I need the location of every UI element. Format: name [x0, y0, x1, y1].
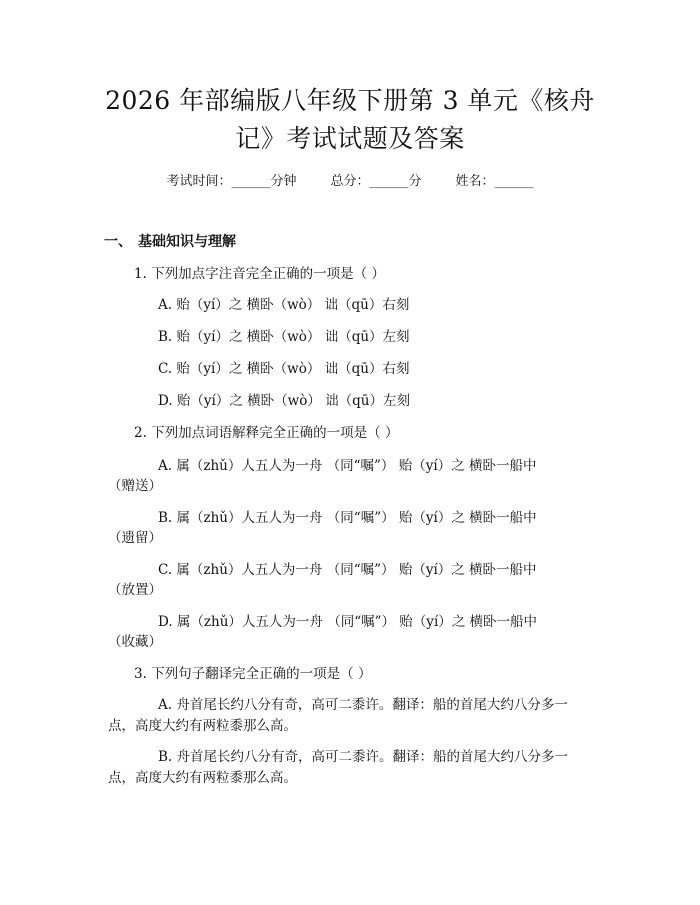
- question-2-option-c: C. 属（zhǔ）人五人为一舟 （同“嘱”） 贻（yí）之 横卧一船中: [158, 562, 537, 578]
- question-2-option-d: D. 属（zhǔ）人五人为一舟 （同“嘱”） 贻（yí）之 横卧一船中: [158, 614, 538, 630]
- section-title: 基础知识与理解: [138, 234, 236, 250]
- document-title: [80, 82, 620, 158]
- question-3-option-a-cont: 点，高度大约有两粒黍那么高。: [108, 718, 297, 734]
- title-line-1: 2026 年部编版八年级下册第 3 单元《核舟: [105, 86, 595, 115]
- question-1-option-c: C. 贻（yí）之 横卧（wò） 诎（qū）右刻: [158, 361, 410, 377]
- question-3-option-b: B. 舟首尾长约八分有奇，高可二黍许。翻译：船的首尾大约八分多一: [158, 749, 569, 765]
- section-heading: [104, 231, 236, 251]
- question-3-option-a: A. 舟首尾长约八分有奇，高可二黍许。翻译：船的首尾大约八分多一: [158, 697, 568, 713]
- section-number: 一、: [104, 234, 132, 250]
- question-1-option-a: A. 贻（yí）之 横卧（wò） 诎（qū）右刻: [158, 297, 410, 313]
- question-3-option-b-cont: 点，高度大约有两粒黍那么高。: [108, 770, 297, 786]
- question-1-stem: 1. 下列加点字注音完全正确的一项是（ ）: [134, 266, 385, 282]
- exam-time-label: 考试时间：______分钟: [166, 174, 297, 189]
- total-score-label: 总分：______分: [330, 174, 422, 189]
- question-2-option-b-cont: （遗留）: [108, 530, 162, 546]
- question-2-stem: 2. 下列加点词语解释完全正确的一项是（ ）: [134, 425, 399, 441]
- question-2-option-a-cont: （赠送）: [108, 478, 162, 494]
- question-2-option-c-cont: （放置）: [108, 582, 162, 598]
- question-2-option-d-cont: （收藏）: [108, 634, 162, 650]
- exam-meta: [0, 170, 700, 189]
- title-line-2: 记》考试试题及答案: [235, 124, 465, 153]
- question-2-option-b: B. 属（zhǔ）人五人为一舟 （同“嘱”） 贻（yí）之 横卧一船中: [158, 510, 537, 526]
- question-1-option-b: B. 贻（yí）之 横卧（wò） 诎（qū）左刻: [158, 329, 410, 345]
- student-name-label: 姓名：______: [455, 174, 534, 189]
- question-2-option-a: A. 属（zhǔ）人五人为一舟 （同“嘱”） 贻（yí）之 横卧一船中: [158, 458, 537, 474]
- question-3-stem: 3. 下列句子翻译完全正确的一项是（ ）: [134, 666, 372, 682]
- question-1-option-d: D. 贻（yí）之 横卧（wò） 诎（qū）左刻: [158, 393, 410, 409]
